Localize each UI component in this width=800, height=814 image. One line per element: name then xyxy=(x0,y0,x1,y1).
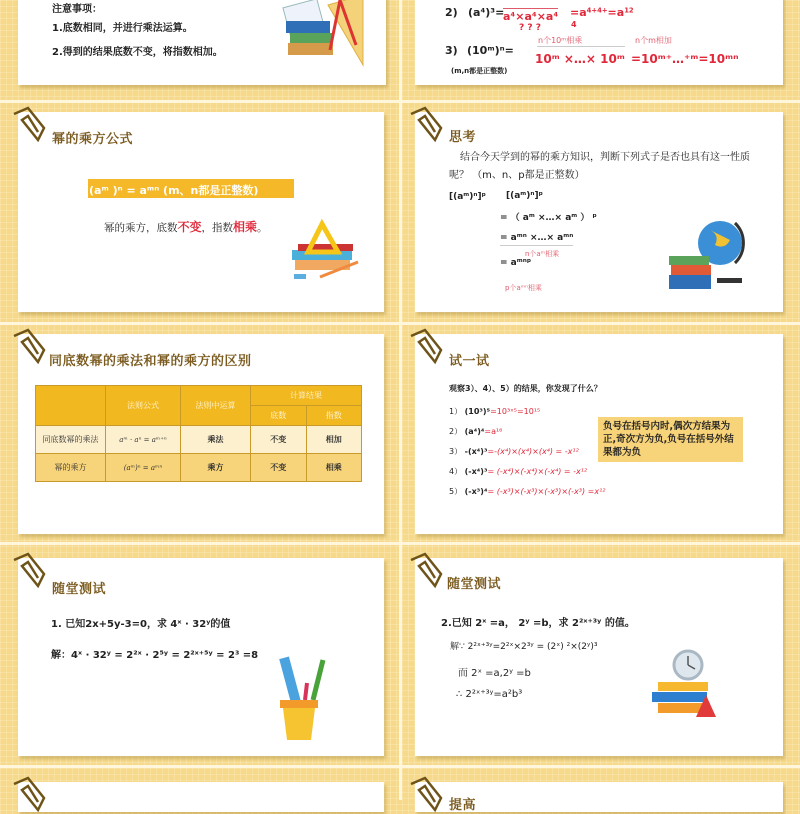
example-3-condition: (m,n都是正整数) xyxy=(451,67,508,75)
slide-title: 提高 xyxy=(449,798,477,813)
grid-divider xyxy=(0,542,800,545)
slide-title: 随堂测试 xyxy=(52,582,107,597)
example-3-expand: 10ᵐ ×…× 10ᵐ xyxy=(535,52,625,66)
paperclip-icon xyxy=(405,774,445,814)
derivation-step: [(aᵐ)ⁿ]ᵖ xyxy=(506,191,543,201)
grid-divider xyxy=(0,322,800,325)
observe-prompt: 观察3）、4）、5）的结果，你发现了什么？ xyxy=(449,384,602,393)
power-of-power-formula: (aᵐ )ⁿ = aᵐⁿ (m、n都是正整数) xyxy=(89,184,259,197)
question-marks: ? ? ? xyxy=(519,23,541,33)
brace-label: n个10ᵐ相乘 xyxy=(538,36,583,45)
table-header xyxy=(36,386,106,426)
notes-heading: 注意事项： xyxy=(52,4,102,15)
slide-1-card[interactable] xyxy=(18,0,386,85)
solution-step: ∴ 2²ˣ⁺³ʸ=a²b³ xyxy=(456,689,523,700)
power-rule-statement: 幂的乘方，底数不变，指数相乘。 xyxy=(104,220,268,234)
think-question: 结合今天学到的幂的乘方知识，判断下列式子是否也具有这一性质 xyxy=(460,152,750,163)
brace-label: n个m相加 xyxy=(635,36,672,45)
derivation-step: = aᵐⁿᵖ xyxy=(500,258,532,268)
list-item: 3） -(x⁴)³=-(x⁴)×(x⁴)×(x⁴) = -x¹² xyxy=(449,447,579,456)
note-item: 1.底数相同，并进行乘法运算。 xyxy=(52,23,193,34)
table-cell: aᵐ · aⁿ = aᵐ⁺ⁿ xyxy=(106,426,181,454)
paperclip-icon xyxy=(405,550,445,590)
table-cell: 不变 xyxy=(251,454,307,482)
table-cell: 幂的乘方 xyxy=(36,454,106,482)
paperclip-icon xyxy=(8,104,48,144)
books-ruler-illustration xyxy=(290,222,365,287)
clock-books-illustration xyxy=(650,645,720,725)
think-question-cont: 呢？ （m、n、p都是正整数） xyxy=(449,170,585,181)
expression: [(aᵐ)ⁿ]ᵖ xyxy=(449,192,486,202)
slide-title: 幂的乘方公式 xyxy=(52,132,134,147)
table-row xyxy=(36,454,362,482)
solution-step: 而 2ˣ =a,2ʸ =b xyxy=(458,668,531,679)
note-item: 2.得到的结果底数不变，将指数相加。 xyxy=(52,47,223,58)
brace-label: p个aᵐⁿ相乘 xyxy=(505,284,542,292)
table-subheader: 底数 xyxy=(251,406,307,426)
derivation-step: = aᵐⁿ ×…× aᵐⁿ xyxy=(500,233,573,246)
list-item: 2） (a⁴)⁴=a¹⁶ xyxy=(449,427,503,436)
books-compass-illustration xyxy=(268,0,368,70)
list-item: 5） (-x³)⁴= (-x³)×(-x³)×(-x³)×(-x³) =x¹² xyxy=(449,487,606,496)
globe-books-illustration xyxy=(665,218,750,298)
slide-2-card[interactable] xyxy=(415,0,783,85)
example-2-sum: $=a^{4+4+}=a^{12}$ xyxy=(570,6,634,19)
slide-9-card[interactable] xyxy=(18,782,384,812)
table-cell: 相乘 xyxy=(306,454,362,482)
table-cell: (aᵐ)ⁿ = aᵐⁿ xyxy=(106,454,181,482)
pencil-cup-illustration xyxy=(275,655,335,745)
brace-label: n个aᵐ相乘 xyxy=(525,250,560,258)
paperclip-icon xyxy=(8,550,48,590)
grid-divider xyxy=(0,765,800,768)
example-3-result: =10ᵐ⁺…⁺ᵐ=10ᵐⁿ xyxy=(631,52,739,66)
quiz-answer: 解：4ˣ · 32ʸ = 2²ˣ · 2⁵ʸ = 2²ˣ⁺⁵ʸ = 2³ =8 xyxy=(51,650,259,661)
grid-divider-vertical xyxy=(399,0,402,800)
comparison-table xyxy=(35,385,362,482)
table-cell: 不变 xyxy=(251,426,307,454)
example-2-lhs: (a⁴)³= xyxy=(468,6,505,19)
example-2-expand: a⁴×a⁴×a⁴ xyxy=(503,10,559,23)
derivation-step: = （ aᵐ ×…× aᵐ ） ᵖ xyxy=(500,213,597,223)
sign-rule-callout: 负号在括号内时,偶次方结果为正,奇次方为负,负号在括号外结果都为负 xyxy=(598,417,743,462)
slide-title: 试一试 xyxy=(449,354,490,369)
solution-step: 解∵ 2²ˣ⁺³ʸ=2²ˣ×2³ʸ = (2ˣ) ²×(2ʸ)³ xyxy=(450,642,598,652)
list-item: 1） (10³)⁵=10³ˣ⁵=10¹⁵ xyxy=(449,407,541,416)
quiz-question: 1. 已知2x+5y-3=0，求 4ˣ · 32ʸ的值 xyxy=(51,619,231,630)
table-subheader: 指数 xyxy=(306,406,362,426)
example-2-sub: 4 xyxy=(571,20,577,29)
example-3-lhs: (10ᵐ)ⁿ= xyxy=(467,44,514,57)
table-cell: 乘方 xyxy=(181,454,251,482)
slide-title: 同底数幂的乘法和幂的乘方的区别 xyxy=(49,354,252,369)
table-header: 计算结果 xyxy=(251,386,362,406)
example-2-label: 2) xyxy=(445,6,458,19)
paperclip-icon xyxy=(405,104,445,144)
slide-title: 思考 xyxy=(449,130,477,145)
quiz-question: 2.已知 2ˣ =a， 2ʸ =b，求 2²ˣ⁺³ʸ 的值。 xyxy=(441,618,635,629)
table-row xyxy=(36,426,362,454)
table-cell: 相加 xyxy=(306,426,362,454)
paperclip-icon xyxy=(405,326,445,366)
table-header: 法则中运算 xyxy=(181,386,251,426)
slide-title: 随堂测试 xyxy=(447,577,502,592)
table-cell: 同底数幂的乘法 xyxy=(36,426,106,454)
paperclip-icon xyxy=(8,326,48,366)
list-item: 4） (-x⁴)³= (-x⁴)×(-x⁴)×(-x⁴) = -x¹² xyxy=(449,467,588,476)
grid-divider xyxy=(0,100,800,103)
table-header: 法则公式 xyxy=(106,386,181,426)
table-cell: 乘法 xyxy=(181,426,251,454)
example-3-label: 3) xyxy=(445,44,458,57)
paperclip-icon xyxy=(8,774,48,814)
brace-line xyxy=(537,46,625,47)
